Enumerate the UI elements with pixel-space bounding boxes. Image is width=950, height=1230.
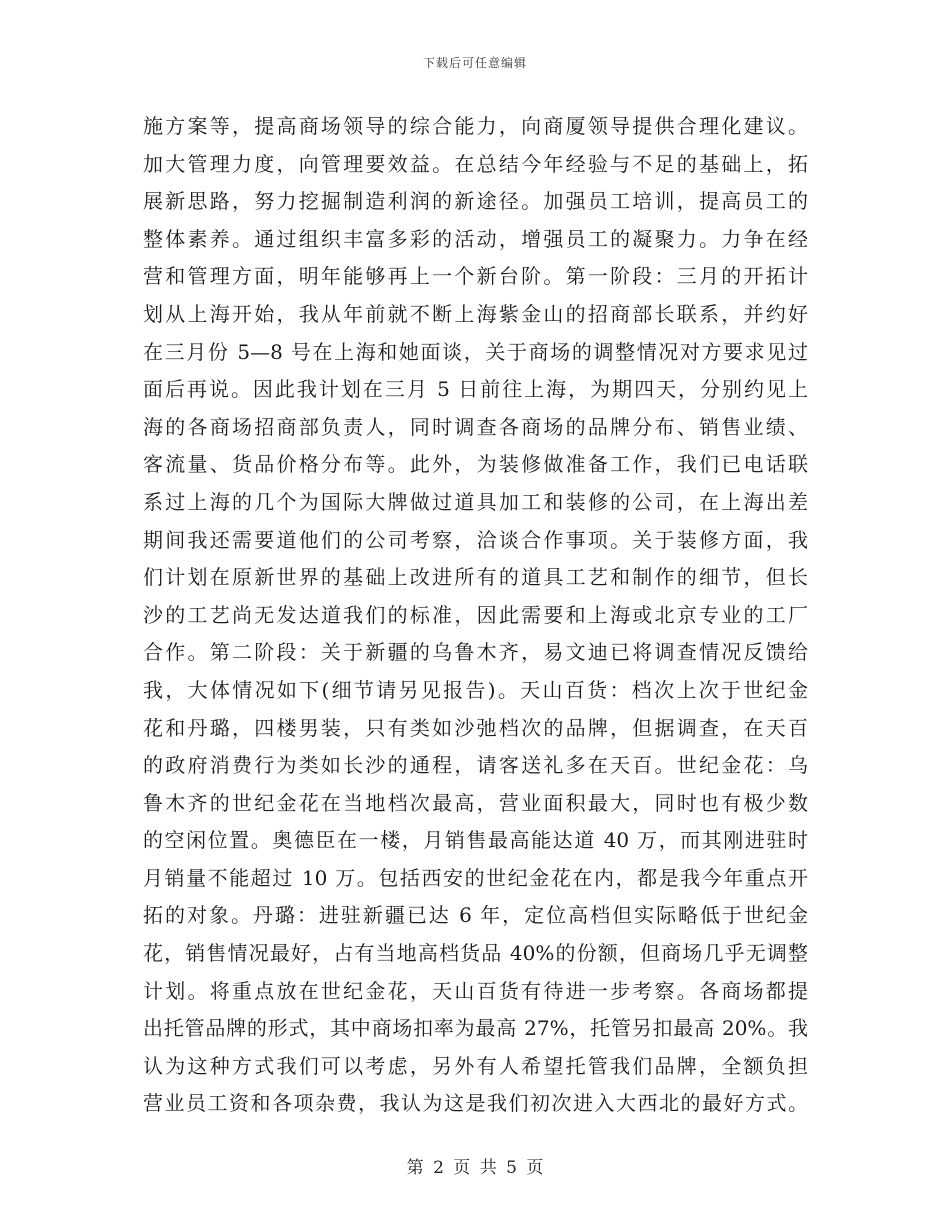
body-line: 花，销售情况最好，占有当地高档货品 40%的份额，但商场几乎无调整: [143, 941, 808, 966]
body-line: 沙的工艺尚无发达道我们的标准，因此需要和上海或北京专业的工厂: [143, 602, 808, 627]
body-line: 整体素养。通过组织丰富多彩的活动，增强员工的凝聚力。力争在经: [143, 226, 808, 251]
body-line: 客流量、货品价格分布等。此外，为装修做准备工作，我们已电话联: [143, 452, 808, 477]
body-line: 们计划在原新世界的基础上改进所有的道具工艺和制作的细节，但长: [143, 565, 808, 590]
body-line: 展新思路，努力挖掘制造利润的新途径。加强员工培训，提高员工的: [143, 189, 808, 214]
body-line: 鲁木齐的世纪金花在当地档次最高，营业面积最大，同时也有极少数: [143, 790, 808, 815]
body-line: 加大管理力度，向管理要效益。在总结今年经验与不足的基础上，拓: [143, 151, 808, 176]
body-line: 月销量不能超过 10 万。包括西安的世纪金花在内，都是我今年重点开: [143, 865, 808, 890]
body-line: 出托管品牌的形式，其中商场扣率为最高 27%，托管另扣最高 20%。我: [143, 1016, 808, 1041]
body-line: 花和丹璐，四楼男装，只有类如沙弛档次的品牌，但据调查，在天百: [143, 715, 808, 740]
body-line: 我，大体情况如下(细节请另见报告)。天山百货：档次上次于世纪金: [143, 677, 808, 702]
body-line: 施方案等，提高商场领导的综合能力，向商厦领导提供合理化建议。: [143, 114, 808, 138]
body-line: 海的各商场招商部负责人，同时调查各商场的品牌分布、销售业绩、: [143, 414, 808, 439]
page-header: 下载后可任意编辑: [422, 56, 527, 70]
page-number-footer: 第 2 页 共 5 页: [406, 1158, 544, 1178]
body-line: 系过上海的几个为国际大牌做过道具加工和装修的公司，在上海出差: [143, 489, 808, 514]
body-line: 的空闲位置。奥德臣在一楼，月销售最高能达道 40 万，而其刚进驻时: [143, 828, 808, 853]
body-text: [143, 108, 808, 1123]
body-line: 计划。将重点放在世纪金花，天山百货有待进一步考察。各商场都提: [143, 978, 808, 1003]
body-line: 营业员工资和各项杂费，我认为这是我们初次进入大西北的最好方式。: [143, 1091, 808, 1116]
body-line: 拓的对象。丹璐：进驻新疆已达 6 年，定位高档但实际略低于世纪金: [143, 903, 808, 928]
body-line: 期间我还需要道他们的公司考察，洽谈合作事项。关于装修方面，我: [143, 527, 808, 552]
body-line: 面后再说。因此我计划在三月 5 日前往上海，为期四天，分别约见上: [143, 377, 808, 402]
body-line: 认为这种方式我们可以考虑，另外有人希望托管我们品牌，全额负担: [143, 1053, 808, 1078]
body-line: 划从上海开始，我从年前就不断上海紫金山的招商部长联系，并约好: [143, 301, 808, 326]
body-line: 营和管理方面，明年能够再上一个新台阶。第一阶段：三月的开拓计: [143, 264, 808, 289]
body-line: 在三月份 5—8 号在上海和她面谈，关于商场的调整情况对方要求见过: [143, 339, 808, 364]
body-line: 的政府消费行为类如长沙的通程，请客送礼多在天百。世纪金花：乌: [143, 753, 808, 778]
body-line: 合作。第二阶段：关于新疆的乌鲁木齐，易文迪已将调查情况反馈给: [143, 640, 808, 665]
